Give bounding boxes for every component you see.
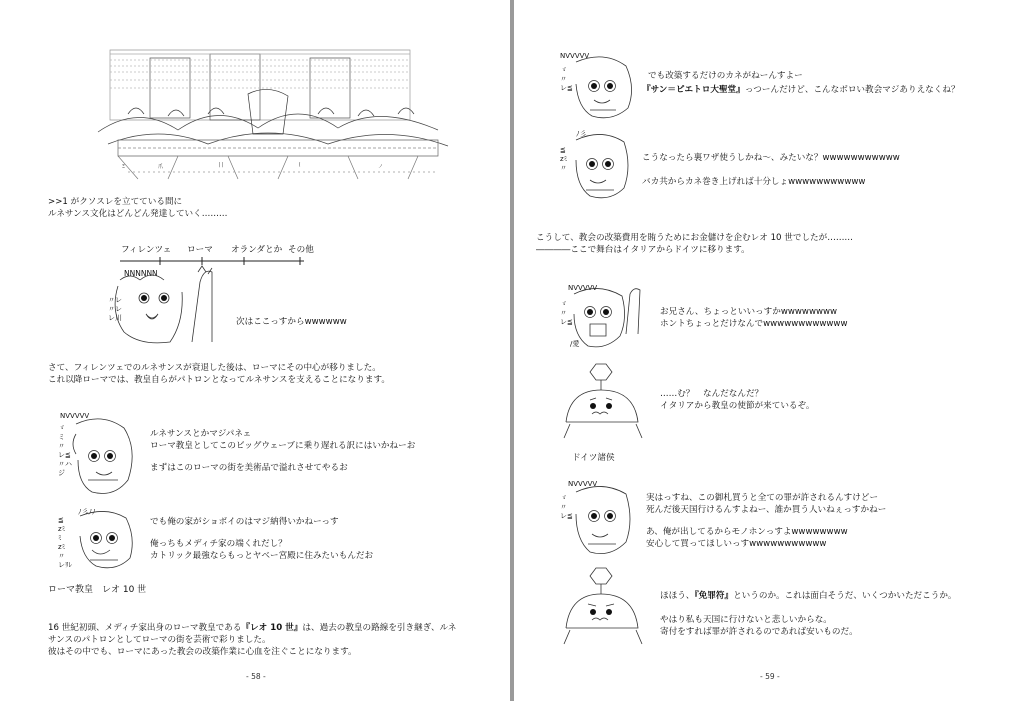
r-dialog4-line-2: イタリアから教皇の使節が来ているぞ。 bbox=[660, 401, 815, 411]
dialog3-line-1: でも俺の家がショボイのはマジ納得いかねーっす bbox=[150, 517, 339, 527]
pointing-character-ascii-art bbox=[100, 262, 230, 352]
paragraph2-line-1 bbox=[48, 622, 456, 634]
page-59 bbox=[514, 0, 1024, 701]
aa2-mark-4: レ≦ bbox=[58, 451, 71, 459]
timeline-label-netherlands: オランダとか bbox=[231, 245, 283, 255]
aa3-hair: ﾉ彡ﾉﾉ bbox=[78, 508, 96, 516]
aa3-mark-2: zﾐ bbox=[58, 525, 66, 533]
pope-character-ascii-art-2 bbox=[70, 508, 142, 574]
r-aa3-mark-1: ゞ bbox=[560, 300, 567, 308]
label-german-princes: ドイツ諸侯 bbox=[572, 453, 615, 463]
paragraph1-line-1: さて、フィレンツェでのルネサンスが衰退した後は、ローマにその中心が移りました。 bbox=[48, 363, 381, 373]
r-aa3-hair: NVVVVV bbox=[568, 284, 598, 292]
pope-envoy-ascii-art-2 bbox=[566, 482, 642, 560]
section-heading-leo-x: ローマ教皇 レオ 10 世 bbox=[48, 585, 147, 595]
dialog3-line-3: カトリック最強ならもっとヤベー宮殿に住みたいもんだお bbox=[150, 551, 374, 561]
aa2-mark-5: 〃ハ bbox=[58, 460, 72, 468]
r-dialog1-line-2 bbox=[642, 84, 960, 96]
aa3-mark-3: ﾐ bbox=[58, 534, 62, 542]
r-aa5-mark-2: 〃 bbox=[560, 503, 567, 511]
r-aa2-mark-3: 〃 bbox=[560, 164, 567, 172]
r-dialog1-line-1: でも改築するだけのカネがねーんすよー bbox=[648, 71, 803, 81]
r-dialog1-line-2-rest: っつーんだけど、こんなボロい教会マジありえなくね？ bbox=[744, 85, 960, 95]
aa2-mark-1: ゞ bbox=[58, 424, 65, 432]
r-dialog6-line-1-end: というのか。これは面白そうだ、いくつかいただこうか。 bbox=[733, 591, 957, 601]
svg-text:ノ: ノ bbox=[378, 164, 384, 170]
aa3-mark-1: ≦ bbox=[58, 516, 64, 524]
paragraph2-line-1-end: は、過去の教皇の路線を引き継ぎ、ルネ bbox=[302, 623, 457, 633]
r-dialog6-line-1-start: ほほう、 bbox=[660, 591, 695, 601]
r-aa3-mark-3: レ≦ bbox=[560, 318, 573, 326]
german-noble-ascii-art-2 bbox=[560, 566, 650, 648]
aa3-mark-6: レﾘﾚ bbox=[58, 561, 72, 569]
aa3-mark-5: 〃 bbox=[58, 552, 65, 560]
r-aa2-hair: ﾉ彡 bbox=[576, 130, 587, 138]
aa3-mark-4: zﾐ bbox=[58, 543, 66, 551]
aa1-mark-1: 〃レ bbox=[108, 296, 122, 304]
aa1-hair: NNNNNN bbox=[124, 269, 158, 278]
last-supper-ascii-art bbox=[98, 44, 460, 186]
paragraph2-line-3: 彼はその中でも、ローマにあった教会の改築作業に心血を注ぐことになります。 bbox=[48, 647, 357, 657]
page-58 bbox=[0, 0, 510, 701]
timeline-label-florence: フィレンツェ bbox=[121, 245, 172, 255]
r-aa3-mark-4: /愛 bbox=[570, 340, 580, 348]
caption-next-is-here: 次はここっすからwwwwww bbox=[236, 317, 347, 327]
paragraph2-line-1-start: 16 世紀初頭、メディチ家出身のローマ教皇である bbox=[48, 623, 242, 633]
timeline-label-others: その他 bbox=[288, 245, 314, 255]
r-aa5-hair: NVVVVV bbox=[568, 480, 598, 488]
page-number-58: - 58 - bbox=[246, 672, 266, 681]
r-dialog2-line-2: バカ共からカネ巻き上げれば十分しょwwwwwwwwwww bbox=[642, 177, 866, 187]
aa2-hair: NVVVVV bbox=[60, 412, 90, 420]
intro-line-2: ルネサンス文化はどんどん発達していく……… bbox=[48, 209, 228, 219]
r-dialog3-line-2: ホントちょっとだけなんでwwwwwwwwwwww bbox=[660, 319, 848, 329]
intro-line-1: >>1 がクソスレを立てている間に bbox=[48, 197, 183, 207]
r-aa3-mark-2: 〃 bbox=[560, 309, 567, 317]
r-dialog3-line-1: お兄さん、ちょっといいっすかwwwwwwww bbox=[660, 307, 838, 317]
r-aa2-mark-2: zﾐ bbox=[560, 155, 568, 163]
r-aa1-mark-2: 〃 bbox=[560, 75, 567, 83]
pope-character-ascii-art-1 bbox=[62, 414, 142, 500]
dialog2-line-2: ローマ教皇としてこのビッグウェーブに乗り遅れる訳にはいかねーお bbox=[150, 441, 416, 451]
r-dialog6-line-3: 寄付をすれば罪が許されるのであれば安いものだ。 bbox=[660, 627, 858, 637]
r-dialog4-line-1: ……む？ なんだなんだ？ bbox=[660, 389, 764, 399]
r-aa2-mark-1: ≦ bbox=[560, 146, 566, 154]
r-aa1-mark-3: レ≦ bbox=[560, 84, 573, 92]
dialog3-line-2: 俺っちもメディチ家の端くれだし？ bbox=[150, 539, 287, 549]
leo-x-bold: 『レオ 10 世』 bbox=[241, 623, 303, 633]
aa2-mark-6: ジ bbox=[58, 469, 65, 477]
r-dialog2-line-1: こうなったら裏ワザ使うしかね～、みたいな？wwwwwwwwwww bbox=[642, 153, 900, 163]
dialog2-line-3: まずはこのローマの街を美術品で溢れさせてやるお bbox=[150, 463, 348, 473]
r-aa1-mark-1: ゞ bbox=[560, 66, 567, 74]
r-aa5-mark-3: レ≦ bbox=[560, 512, 573, 520]
r-dialog5-line-4: 安心して買ってほしいっすwwwwwwwwwww bbox=[646, 539, 827, 549]
aa1-mark-3: レ川 bbox=[108, 314, 122, 322]
page-number-59: - 59 - bbox=[760, 672, 780, 681]
r-dialog5-line-1: 実はっすね、この御札買うと全ての罪が許されるんすけどー bbox=[646, 493, 879, 503]
aa2-mark-2: ミ bbox=[58, 433, 65, 441]
r-paragraph1-line-1: こうして、教会の改築費用を賄うためにお金儲けを企むレオ 10 世でしたが……… bbox=[536, 233, 854, 243]
svg-text:||: || bbox=[218, 162, 225, 168]
r-aa1-hair: NVVVVV bbox=[560, 52, 590, 60]
r-dialog5-line-2: 死んだ後天国行けるんすよねー、誰か買う人いねぇっすかねー bbox=[646, 505, 887, 515]
dialog2-line-1: ルネサンスとかマジパネェ bbox=[150, 429, 252, 439]
paragraph2-line-2: サンスのパトロンとしてローマの街を芸術で彩りました。 bbox=[48, 635, 271, 645]
pope-envoy-ascii-art bbox=[564, 284, 644, 356]
svg-text:Ξ: Ξ bbox=[122, 164, 126, 170]
r-dialog5-line-3: あ、俺が出してるからモノホンっすよwwwwwwww bbox=[646, 527, 848, 537]
r-aa5-mark-1: ゞ bbox=[560, 494, 567, 502]
aa2-mark-3: 〃 bbox=[58, 442, 65, 450]
aa1-mark-2: 〃レ bbox=[108, 305, 122, 313]
paragraph1-line-2: これ以降ローマでは、教皇自らがパトロンとなってルネサンスを支えることになります。 bbox=[48, 375, 390, 385]
san-pietro-bold: 『サン＝ピエトロ大聖堂』 bbox=[642, 85, 745, 95]
german-noble-ascii-art bbox=[560, 362, 650, 442]
pope-character-ascii-art-3 bbox=[564, 54, 640, 122]
timeline-label-rome: ローマ bbox=[187, 245, 213, 255]
r-dialog6-line-1 bbox=[660, 590, 957, 602]
r-dialog6-line-2: やはり私も天国に行けないと悲しいからな。 bbox=[660, 615, 832, 625]
pope-character-ascii-art-4 bbox=[566, 130, 636, 204]
svg-text:爪: 爪 bbox=[158, 164, 164, 170]
r-paragraph1-line-2: ――――ここで舞台はイタリアからドイツに移ります。 bbox=[536, 245, 750, 255]
indulgence-bold: 『免罪符』 bbox=[694, 591, 734, 601]
svg-text:(: ( bbox=[298, 162, 302, 168]
